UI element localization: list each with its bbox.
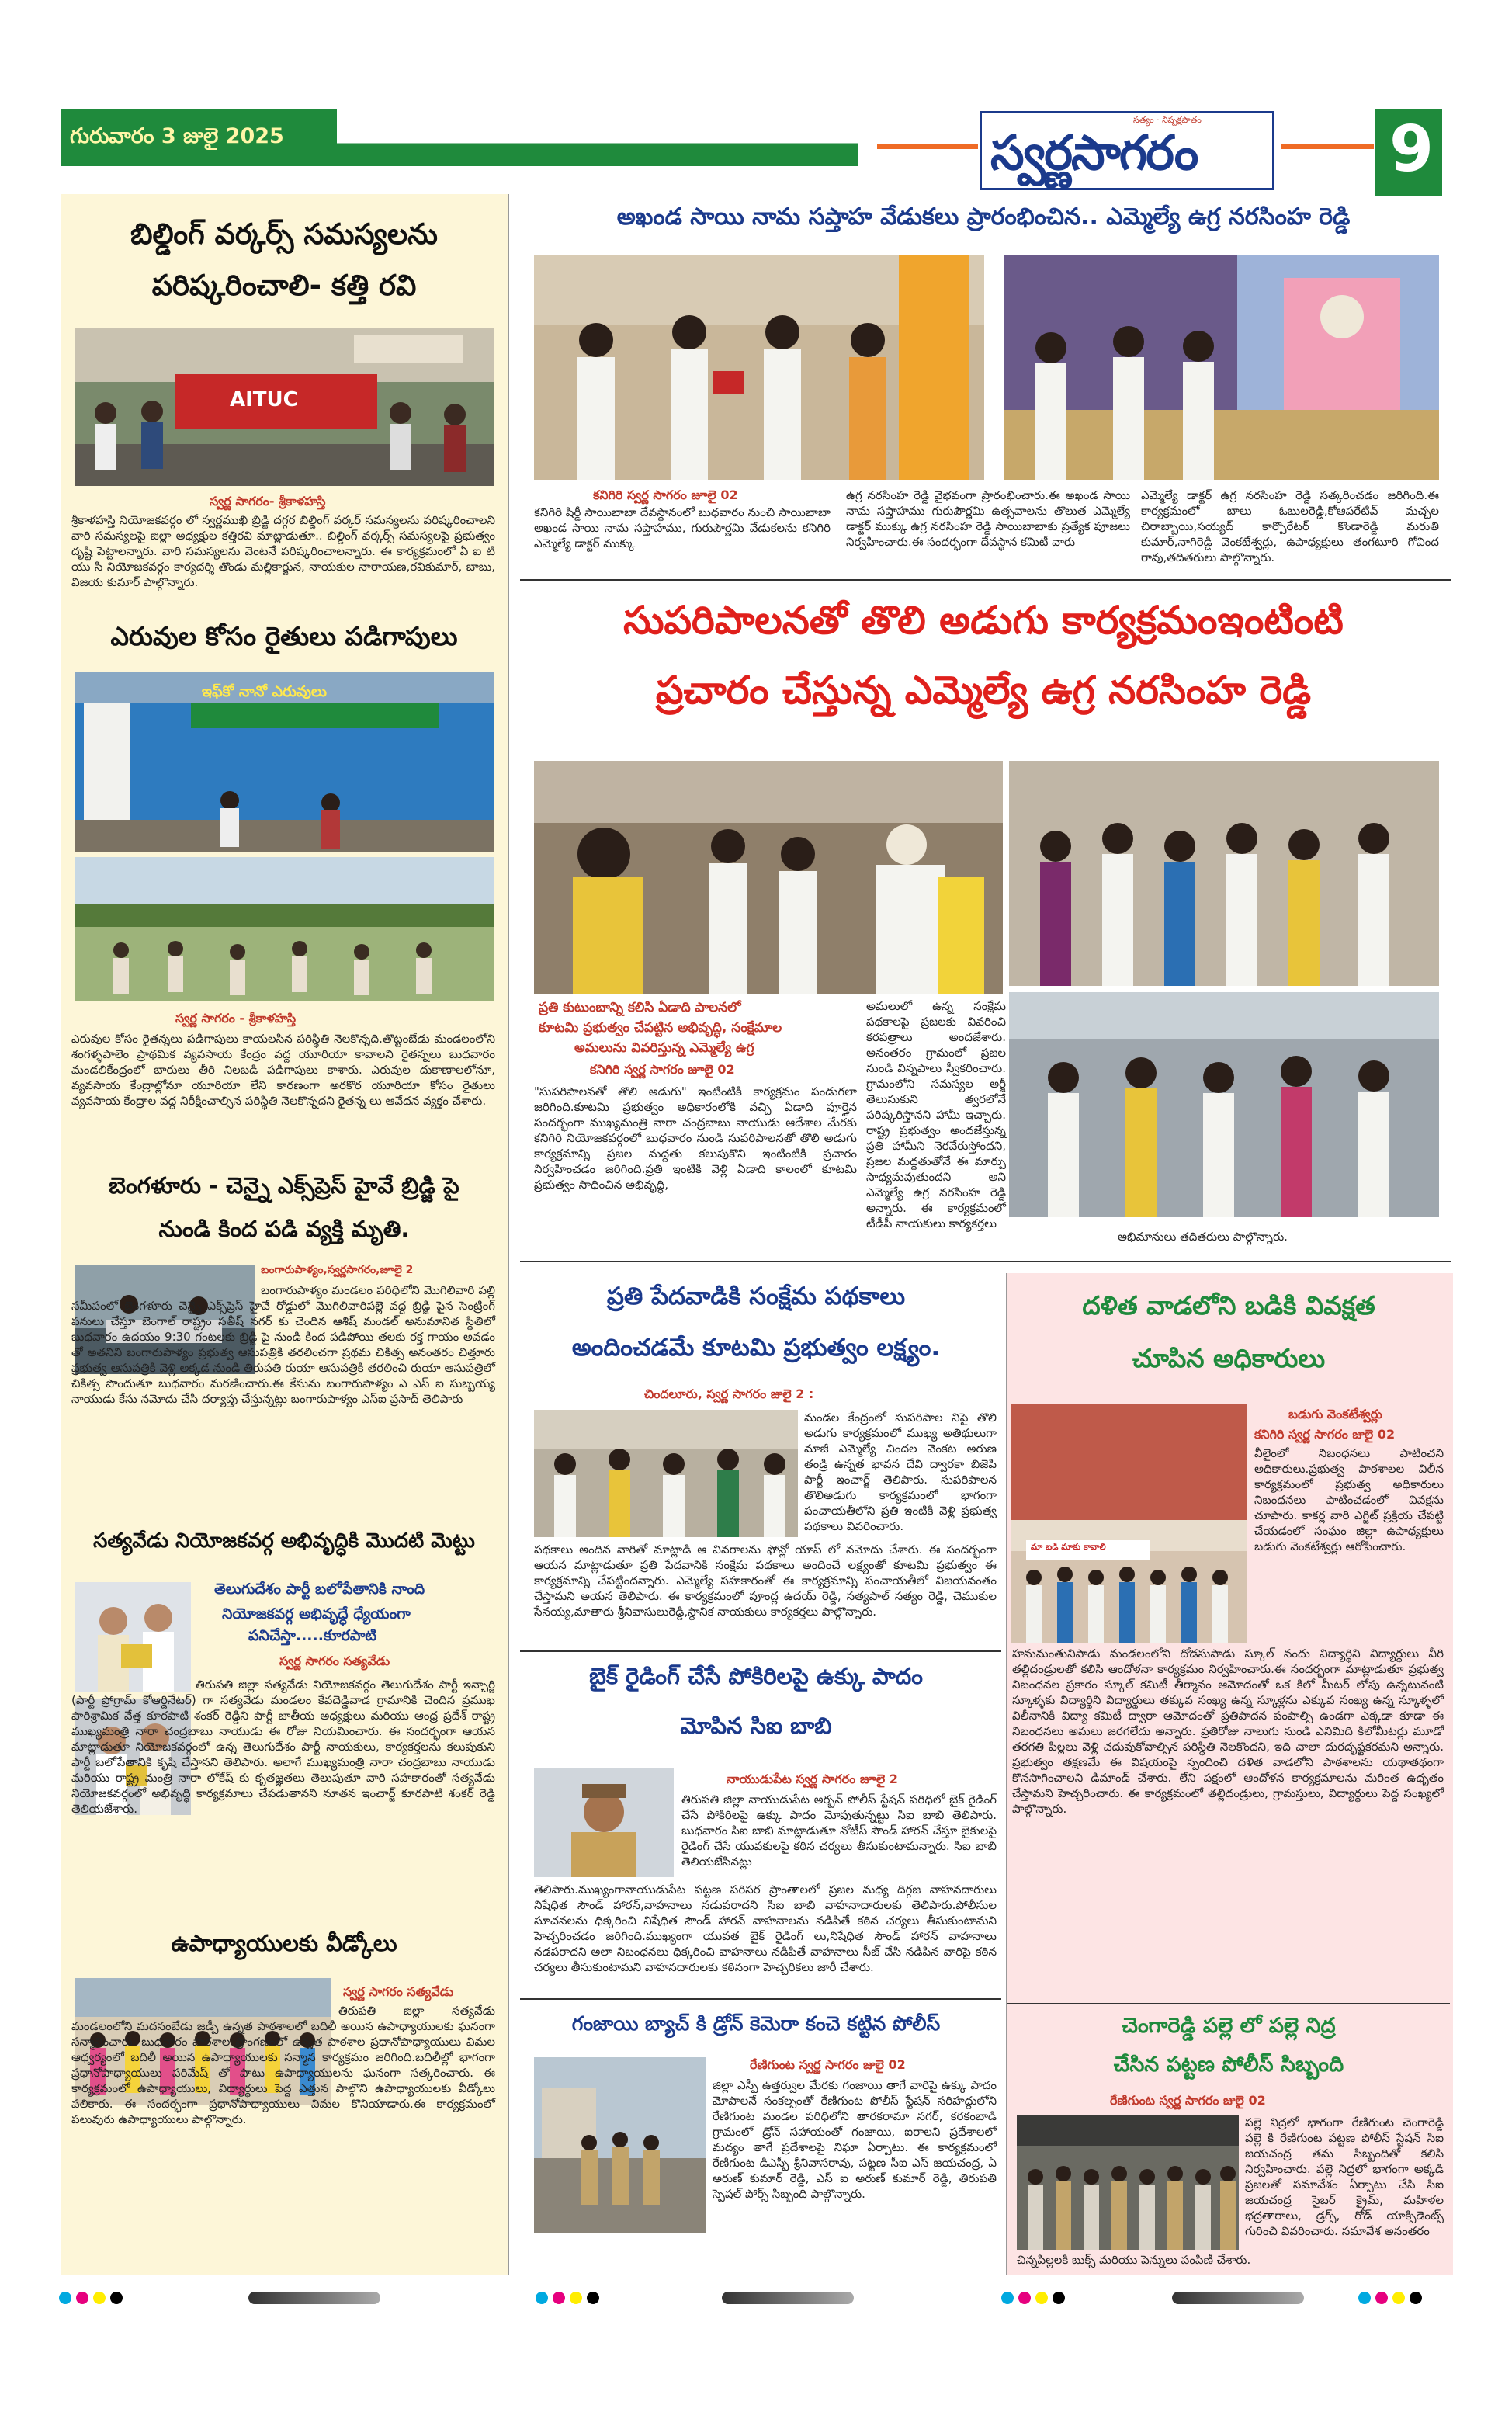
left-s4-byline: స్వర్ణ సాగరం సత్యవేడు [279,1654,390,1668]
mid-headline-1: ప్రతి పేదవాడికి సంక్షేమ పథకాలు [606,1282,906,1310]
right-s1-byline-1: బడుగు వెంకటేశ్వర్లు [1288,1407,1382,1421]
top-photo-1 [534,255,984,480]
main-tail: అభిమానులు తదితరులు పాల్గొన్నారు. [1118,1230,1288,1244]
mid-headline-2: అందించడమే కూటమి ప్రభుత్వం లక్ష్యం. [571,1334,941,1362]
right-s1-byline-2: కనిగిరి స్వర్ణ సాగరం జులై 02 [1254,1427,1396,1442]
bike-headline-1: బైక్ రైడింగ్ చేసే పోకిరిలపై ఉక్కు పాదం [589,1663,923,1689]
mid-divider [520,1650,1001,1652]
right-s1-photo [1011,1404,1247,1643]
footer-registration-marks-center [536,2292,599,2304]
footer-bar-2 [722,2292,854,2304]
left-s1-banner: AITUC [230,388,298,411]
top-divider [520,579,1451,581]
left-s4-headline: సత్యవేడు నియోజకవర్గ అభివృద్ధికి మొదటి మెట్టు [93,1529,475,1553]
footer-registration-marks-right [1001,2292,1065,2304]
main-headline-1: సుపరిపాలనతో తొలి అడుగు కార్యక్రమంఇంటింటి [623,598,1344,643]
left-s2-sign: ఇఫ్‌కో నానో ఎరువులు [202,683,327,700]
left-s5-byline: స్వర్ణ సాగరం సత్యవేడు [343,1984,454,1999]
top-col-3: ఎమ్మెల్యే డాక్టర్ ఉగ్ర నరసింహ రెడ్డి సత్కరించడం జరిగింది.ఈ కార్యక్రమంలో బాలు ఓబులరెడ్డి,కోఆపరేటివ్ మచ్చల చిరాబ్బాయి,సయ్యద్ కార్పొరేటర్ కొండారెడ్డి మరుతి కుమార్,నాగిరెడ్డి వెంకటేశ్వర్లు, ఉపాధ్యక్షులు తంగటూరి గోవింద రావు,తదితరులు పాల్గొన్నారు. [1141,488,1439,564]
left-s3-byline: బంగారుపాళ్యం,స్వర్ణసాగరం,జూలై 2 [261,1264,414,1276]
main-photo-2 [1009,761,1439,986]
main-col-1: "సుపరిపాలనతో తొలి అడుగు" ఇంటింటికి కార్యక్రమం పండుగలా జరిగింది.కూటమి ప్రభుత్వం అధికారంలోకి వచ్చి ఏడాది పూర్తైన సందర్భంగా ముఖ్యమంత్రి నారా చంద్రబాబు నాయుడు ఆదేశాల మేరకు కనిగిరి నియోజకవర్గంలో బుధవారం నుండి సుపరిపాలనతో తొలి అడుగు కార్యక్రమాన్ని ప్రజల మద్దతు కలుపుకొని ఇంటింటికి ప్రచారం నిర్వహించడం జరిగింది.ప్రతి ఇంటికి వెళ్లి ఏడాది కాలంలో కూటమి ప్రభుత్వం సాధించిన అభివృద్ధి, [534,1085,857,1192]
orange-rule-left [877,144,978,149]
bike-byline: నాయుడుపేట స్వర్ణ సాగరం జూలై 2 [727,1772,898,1786]
bike-divider [520,1998,1001,2000]
main-deck-2: కూటమి ప్రభుత్వం చేపట్టిన అభివృద్ధి, సంక్షేమాల [539,1020,782,1036]
right-divider [1007,2003,1450,2004]
mid-byline: చిందలూరు, స్వర్ణ సాగరం జులై 2 : [644,1387,814,1401]
bike-photo [534,1768,674,1877]
footer-bar-1 [248,2292,380,2304]
ganja-col: జిల్లా ఎస్పీ ఉత్తర్వుల మేరకు గంజాయి తాగే వారిపై ఉక్కు పాదం మోపాలనే సంకల్పంతో రేణిగుంట పోలీస్ స్టేషన్ సరిహద్దులోని రేణిగుంట మండల పరిధిలోని తారకరామా నగర్, కరకంబాడి గ్రామంలో డ్రోన్ సహాయంతో గంజాయి, ఐరాలని ప్రదేశాలలో మద్యం తాగే ప్రదేశాలపై నిఘా ఏర్పాటు. ఈ కార్యక్రమంలో రేణిగుంట డిఎస్పీ శ్రీనివాసరావు, పట్టణ సీఐ ఎస్ జయచంద్ర, ఏ అరుణ్ కుమార్ రెడ్డి, ఎస్ ఐ అరుణ్ కుమార్ రెడ్డి, తిరుపతి స్పెషల్ పోర్స్ సిబ్బంది పాల్గొన్నారు. [713,2078,997,2201]
mid-photo [534,1410,798,1537]
main-photo-1 [534,761,1003,994]
left-s2-headline: ఎరువుల కోసం రైతులు పడిగాపులు [110,621,458,651]
right-s1-banner: మా బడి మాకు కావాలి [1031,1542,1106,1552]
left-s4-photo-1 [75,1582,191,1692]
footer-registration-marks-far-right [1358,2292,1422,2304]
right-s1-side: వీలైంలో నిబంధనలు పాటించని అధికారులు.ప్రభుత్వ పాఠశాలల విలీన కార్యక్రమంలో ప్రభుత్వ అధికారులు నిబంధనలు పాటించడంలో వివక్షను చూపారు. కాకర్ల వారి ఎగ్జిట్ ప్రక్రియ చేపట్టి చేయడంలో సంఘం జిల్లా ఉపాధ్యక్షులు బడుగు వెంకటేశ్వర్లు ఆరోపించారు. [1254,1446,1444,1553]
left-s2-byline: స్వర్ణ సాగరం - శ్రీకాళహస్తి [175,1011,297,1026]
footer-bar-3 [1172,2292,1304,2304]
main-deck-3: అమలును వివరిస్తున్న ఎమ్మెల్యే ఉగ్ర [574,1040,754,1056]
footer-registration-marks-left [59,2292,123,2304]
left-s2-body: ఎరువుల కోసం రైతన్నలు పడిగాపులు కాయలసిన పరిస్థితి నెలకొన్నది.తొట్టంబేడు మండలంలోని శంగళ్ళపాలెం ప్రాథమిక వ్యవసాయ కేంద్రం వద్ద యూరియా కావాలని రైతన్నలు బుధవారం మండలికేంద్రంలో బారులు తీరి నిలబడి పడిగాపులు కాశారు. ఎరువుల దుకాణాలలోనూ, వ్యవసాయ కేంద్రాల్లోనూ యూరియా లేని కారణంగా అరకొర యూరియా కోసం రైతులు వ్యవసాయ కేంద్రాల వద్ద నిరీక్షించాల్సిన పరిస్థితి నెలకొన్నదని రైతన్న లు ఆవేదన వ్యక్తం చేశారు. [71,1032,495,1108]
right-s1-headline-2: చూపిన అధికారులు [1132,1343,1326,1373]
left-s4-body: తిరుపతి జిల్లా సత్యవేడు నియోజకవర్గం తెలుగుదేశం పార్టీ ఇన్చార్జి (పార్టీ ప్రోగ్రామ్ కోఆర్డినేటర్) గా సత్యవేడు మండలం కేవదెడ్డివాడ గ్రామానికి చెందిన ప్రముఖ పారిశ్రామిక వేత్త కూరపాటి శంకర్ రెడ్డిని పార్టీ జాతీయ అధ్యక్షులు మరియు ఆంధ్ర ప్రదేశ్ రాష్ట్ర ముఖ్యమంత్రి నారా చంద్రబాబు నాయుడు ఈ రోజు నియమించారు. ఈ సందర్భంగా ఆయన మాట్లాడుతూ నియోజకవర్గంలో ఉన్న తెలుగుదేశం పార్టీ నాయకులు, కార్యకర్తలను కలుపుకుని పార్టీ బలోపేతానికి కృషి చేస్తానని తెలిపారు. అలాగే ముఖ్యమంత్రి నారా చంద్రబాబు నాయుడు మరియు రాష్ట్ర మంత్రి నారా లోకేష్ కు కృతజ్ఞతలు తెలుపుతూ వారి సహకారంతో సత్యవేడు నియోజకవర్గంలో అభివృద్ధి కార్యక్రమాలు చేపడుతానని నూతన ఇంచార్జ్ కూరపాటి శంకర్ రెడ్డి తెలియజేశారు. [71,1678,495,1816]
left-s4-kicker-1: తెలుగుదేశం పార్టీ బలోపేతానికి నాంది [214,1581,425,1598]
right-s2-headline-2: చేసిన పట్టణ పోలీస్ సిబ్బంది [1113,2053,1344,2077]
main-byline: కనిగిరి స్వర్ణ సాగరం జూలై 02 [590,1062,735,1077]
mid-col: మండల కేంద్రంలో సుపరిపాల నిపై తొలి అడుగు కార్యక్రమంలో ముఖ్య అతిథులుగా మాజీ ఎమ్మెల్యే చిందల వెంకట అరుణ తండ్రి ఉన్నత భావన దేవి ద్వారకా బిజెపి పార్టీ ఇంచార్జ్ తెలిపారు. సుపరిపాలన తొలిఅడుగు కార్యక్రమంలో భాగంగా పంచాయతీలోని ప్రతి ఇంటికి వెళ్లి ప్రభుత్వ పథకాలు వివరించారు. [804,1411,997,1533]
mid-body: పథకాలు అందిన వారితో మాట్లాడి ఆ వివరాలను ఫోన్లో యాప్ లో నమోదు చేశారు. ఈ సందర్భంగా ఆయన మాట్లాడుతూ ప్రతి పేదవానికి సంక్షేమ పథకాలు అందించే లక్ష్యంతో కూటమి ప్రభుత్వం ఈ కార్యక్రమాన్ని చేపట్టిందన్నారు. ఎమ్మెల్యే సహకారంతో ఈ కార్యక్రమాన్ని పంచాయతీలో విజయవంతం చేస్తామని అయన తెలిపారు. ఈ కార్యక్రమంలో పూంద్ల ఉదయ్ రెడ్డి, సత్యపాల్ సత్యం రెడ్డి, చెముకుల సేనయ్య,మాతారు శ్రీనివాసులురెడ్డి,స్థానిక నాయకులు కార్యకర్తలు పాల్గొన్నారు. [534,1543,997,1619]
right-s1-body: హనుమంతునిపాడు మండలంలోని దోడసుపాడు స్కూల్ నందు విద్యార్థిని విద్యార్థులు వీరి తల్లిదండ్రులతో కలిసి ఆందోళనా కార్యక్రమం నిర్వహించారు.ఈ సందర్భంగా మాట్లాడుతూ ప్రభుత్వ నిబంధనల ప్రకారం స్కూల్ కమిటీ తీర్మానం ఆమోదంతో ఒక కిలో మీటర్ లోపు ఉన్నటువంటి స్కూళ్ళకు విద్యార్థిని విద్యార్థులు తక్కువ సంఖ్య ఉన్న స్కూళ్లను ఎక్కువ సంఖ్య ఉన్న స్కూళ్ళలో విలీనానికి విద్యా కమిటీ ద్వారా ఆమోదంతో ప్రతిపాదన పంపాల్సి ఉండగా ఎక్కడా కూడా ఈ నిబంధనలు అమలు జరగలేదు అన్నారు. ప్రతిరోజు నాలుగు నుండి ఎనిమిది కిలోమీటర్లు మూడో తరగతి పిల్లలు వెళ్లి చదువుకోవాల్సిన పరిస్థితి నెలకొందని, ఇది చాలా దురదృష్టకరమని అన్నారు. ప్రభుత్వం తక్షణమే ఈ విషయంపై స్పందించి దళిత వాడలోని పాఠశాలను యథాతథంగా కొనసాగించాలని డిమాండ్ చేశారు. లేని పక్షంలో ఆందోళన కార్యక్రమాలను మరింత ఉధృతం చేస్తామని హెచ్చరించారు. ఈ కార్యక్రమంలో తల్లిదండ్రులు, గ్రామస్తులు, విద్యార్థులు పెద్ద సంఖ్యలో పాల్గొన్నారు. [1012,1647,1444,1816]
main-headline-2: ప్రచారం చేస్తున్న ఎమ్మెల్యే ఉగ్ర నరసింహ రెడ్డి [655,668,1312,713]
left-s3-body: బంగారుపాళ్యం మండలం పరిధిలోని మొగిలివారి పల్లి సమీపంలో బెంగళూరు చెన్నై ఎక్స్‌ప్రెస్ హైవే రోడ్డులో మొగిలివారిపల్లె వద్ద బ్రిడ్జి పైన సెంట్రింగ్ పనులు చేస్తూ బెంగాల్ రాష్ట్రం సతీష్ నగర్ కు చెందిన ఆశిష్ మండల్ అనుమానిత స్థితిలో బుధవారం ఉదయం 9:30 గంటలకు బ్రిడ్జి పై నుండి కింద పడిపోయి తలకు రక్త గాయం అవడం తో అతనిని బంగారుపాళ్యం ప్రభుత్వ ఆసుపత్రికి తరలించగా ప్రథమ చికిత్స అనంతరం చిత్తూరు ప్రభుత్వ ఆసుపత్రికి వెళ్లి అక్కడ నుండి తిరుపతి రుయా ఆసుపత్రికి తరలించి రుయా ఆసుపత్రిలో చికిత్స పొందుతూ బుధవారం మరణించారు.ఈ కేసును బంగారుపాళ్యం ఎ ఎస్ ఐ సుబ్బయ్య నాయుడు కేసు నమోదు చేసి దర్యాప్తు చేస్తున్నట్లు బంగారుపాళ్యం ఎస్ఐ ప్రసాద్ తెలిపారు [71,1283,495,1406]
main-deck-1: ప్రతి కుటుంబాన్ని కలిసి ఏడాది పాలనలో [539,1000,741,1015]
right-s2-photo [1017,2115,1239,2250]
left-s5-headline: ఉపాధ్యాయులకు వీడ్కోలు [171,1930,397,1956]
date-text: గురువారం 3 జులై 2025 [70,124,284,148]
left-s4-kicker-2: నియోజకవర్గ అభివృద్ధే ధ్యేయంగా [222,1605,411,1623]
right-s1-headline-1: దళిత వాడలోని బడికి వివక్షత [1082,1290,1375,1321]
left-s1-byline: స్వర్ణ సాగరం- శ్రీకాళహస్తి [210,494,326,508]
right-s2-col: పల్లె నిద్రలో భాగంగా రేణిగుంట చెంగారెడ్డి పల్లె కి రేణిగుంట పట్టణ పోలీస్ స్టేషన్ సిఐ జయచంద్ర తమ సిబ్బందితో కలిసి నిర్వహించారు. పల్లె నిద్రలో భాగంగా అక్కడి ప్రజలతో సమావేశం ఏర్పాటు చేసి సిఐ జయచంద్ర సైబర్ క్రైమ్, మహిళల భద్రతారాలు, డ్రగ్స్, రోడ్ యాక్సిడెంట్స్ గురించి వివరించారు. సమావేశ అనంతరం [1245,2115,1444,2238]
left-s1-headline-2: పరిష్కరించాలి- కత్తి రవి [151,269,417,302]
right-s2-byline: రేణిగుంట స్వర్ణ సాగరం జులై 02 [1110,2093,1266,2108]
logo-text: స్వర్ణసాగరం [990,124,1198,181]
left-s4-kicker-3: పనిచేస్తా.....కూరపాటి [248,1627,377,1644]
bike-col: తిరుపతి జిల్లా నాయుడుపేట అర్బన్ పోలీస్ స్టేషన్ పరిధిలో బైక్ రైడింగ్ చేసే పోకిరిలపై ఉక్కు పాదం మోపుతున్నట్టు సిఐ బాబి తెలిపారు. బుధవారం సిఐ బాబి మాట్లాడుతూ నోటీస్ సౌండ్ హారన్ చేస్తూ బైకులపై రైడింగ్ చేసే యువకులపై కఠిన చర్యలు తీసుకుంటామన్నారు. సిఐ బాబి తెలియజేసినట్లు [681,1793,997,1869]
right-s2-headline-1: చెంగారెడ్డి పల్లె లో పల్లె నిద్ర [1122,2014,1336,2038]
top-col-1: కనిగిరి షిర్డీ సాయిబాబా దేవస్థానంలో బుధవారం నుంచి సాయిబాబా అఖండ సాయి నామ సప్తాహము, గురుపౌర్ణమి వేడుకలను కనిగిరి ఎమ్మెల్యే డాక్టర్ ముక్కు [534,505,831,550]
logo-tag: సత్యం · నిష్పక్షపాతం [1133,115,1202,125]
left-s2-photo-2 [75,857,494,1001]
ganja-headline: గంజాయి బ్యాచ్ కి డ్రోన్ కెమెరా కంచె కట్టిన పోలీస్ [571,2012,941,2035]
ganja-byline: రేణిగుంట స్వర్ణ సాగరం జులై 02 [750,2057,906,2072]
orange-rule-right [1281,144,1374,149]
top-headline: అఖండ సాయి నామ సప్తాహ వేడుకలు ప్రారంభించిన.. ఎమ్మెల్యే ఉగ్ర నరసింహ రెడ్డి [616,203,1351,231]
right-s2-tail: చిన్నపిల్లలకి బుక్స్ మరియు పెన్నులు పంపిణీ చేశారు. [1017,2253,1251,2267]
top-col-2: ఉగ్ర నరసింహ రెడ్డి వైభవంగా ప్రారంభించారు.ఈ అఖండ సాయి నామ సప్తాహము గురుపౌర్ణమి ఉత్సవాలను తొలుత ఎమ్మెల్యే డాక్టర్ ముక్కు ఉగ్ర నరసింహ రెడ్డి సాయిబాబాకు ప్రత్యేక పూజలు నిర్వహించారు.ఈ సందర్భంగా దేవస్థాన కమిటీ వారు [846,488,1130,549]
left-s1-body: శ్రీకాళహస్తి నియోజకవర్గం లో స్వర్ణముఖి బ్రిడ్జి దగ్గర బిల్డింగ్ వర్కర్ సమస్యలను పరిష్కరించాలని వారి సమస్యలపై జిల్లా అధ్యక్షుల కత్తిరవి మాట్లాడుతూ.. బిల్డింగ్ వర్కర్స్ సమస్యలపై ప్రభుత్వం దృష్టి పెట్టాలన్నారు. వారి సమస్యలను వెంటనే పరిష్కరించాలన్నారు. ఈ కార్యక్రమంలో ఏ ఐ టి యు సి నియోజకవర్గం కార్యదర్శి తొండు మల్లికార్జున, నాయకుల నారాయణ,రవికుమార్, బాబు, విజయ కుమార్ పాల్గొన్నారు. [71,513,495,589]
top-photo-2 [1004,255,1439,480]
left-s3-headline-2: నుండి కింద పడి వ్యక్తి మృతి. [158,1216,410,1242]
ganja-photo [534,2057,706,2233]
bike-headline-2: మోపిన సిఐ బాబి [680,1713,832,1739]
bike-body: తెలిపారు.ముఖ్యంగానాయుడుపేట పట్టణ పరిసర ప్రాంతాలలో ప్రజల మధ్య దిగ్గజ వాహనదారులు నిషేధిత సౌండ్ హారన్,వాహనాలు నడుపరాదని సిఐ బాబి వాహనాదారులకు తెలిపారు.పోలీసుల సూచనలను ధిక్కరించి నిషేధిత సౌండ్ హారన్ వాహనాలను నడిపితే కఠిన చర్యలు తీసుకుంటామని హెచ్చరించడం జరిగింది.ముఖ్యంగా యువత బైక్ రైడింగ్ లు,నిషేధిత సౌండ్ హారన్ వాహనాలు నడపరాదని అలా నిబంధనలు ధిక్కరించి వాహనాలు నడిపితే వాహనాలు సీజ్ చేసి నడిపిన వారిపై కఠిన చర్యలు తీసుకుంటామని వాహనదారులకు కఠినంగా హెచ్చరికలు జారీ చేశారు. [534,1883,997,1974]
top-green-rule [337,109,858,166]
top-byline: కనిగిరి స్వర్ణ సాగరం జూలై 02 [593,488,738,502]
left-s3-headline-1: బెంగళూరు - చెన్నై ఎక్స్‌ప్రెస్ హైవే బ్రిడ్జి పై [109,1172,459,1199]
main-divider [520,1261,1451,1262]
main-col-2: అమలులో ఉన్న సంక్షేమ పథకాలపై ప్రజలకు వివరించి కరపత్రాలు అందజేశారు. అనంతరం గ్రామంలో ప్రజల నుండి విన్నపాలు స్వీకరించారు. గ్రామంలోని సమస్యల అర్జీ తెలుసుకుని త్వరలోనే పరిష్కరిస్తానని హామీ ఇచ్చారు. రాష్ట్ర ప్రభుత్వం అందజేస్తున్న ప్రతి హామీని నెరవేరుస్తోందని, ప్రజల మద్దతుతోనే ఈ మార్పు సాధ్యమవుతుందని అని ఎమ్మెల్యే ఉగ్ర నరసింహ రెడ్డి అన్నారు. ఈ కార్యక్రమంలో టీడీపీ నాయకులు కార్యకర్తలు [866,999,1006,1230]
page-number: 9 [1389,113,1434,186]
left-s1-headline-1: బిల్డింగ్ వర్కర్స్ సమస్యలను [130,217,438,251]
main-photo-3 [1009,992,1439,1217]
left-s5-body: తిరుపతి జిల్లా సత్యవేడు మండలంలోని మదనంబేడు జడ్పీ ఉన్నత పాఠశాలలో బదిలీ అయిన ఉపాధ్యాయులకు ఘనంగా సన్మానించారు. బుధవారం పాఠశాల ప్రాంగణంలో ఉన్నత పాఠశాల ప్రధానోపాధ్యాయులు విమల ఆధ్వర్యంలో బదిలీ అయిన ఉపాధ్యాయులకు సన్మాన కార్యక్రమం జరిగింది.బదిలీల్లో భాగంగా ప్రధానోపాధ్యాయులు పరిమేష్ తో పాటు ఉపాధ్యాయులను ఘనంగా సత్కరించారు. ఈ కార్యక్రమంలో ఉపాధ్యాయులు, విద్యార్థులు పెద్ద ఎత్తున పాల్గొని ఉపాధ్యాయులకు వీడ్కోలు పలికారు. ఈ సందర్భంగా ప్రధానోపాధ్యాయులు విమల కొనియాడారు.ఈ కార్యక్రమంలో పలువురు ఉపాధ్యాయులు పాల్గొన్నారు. [71,2004,495,2126]
